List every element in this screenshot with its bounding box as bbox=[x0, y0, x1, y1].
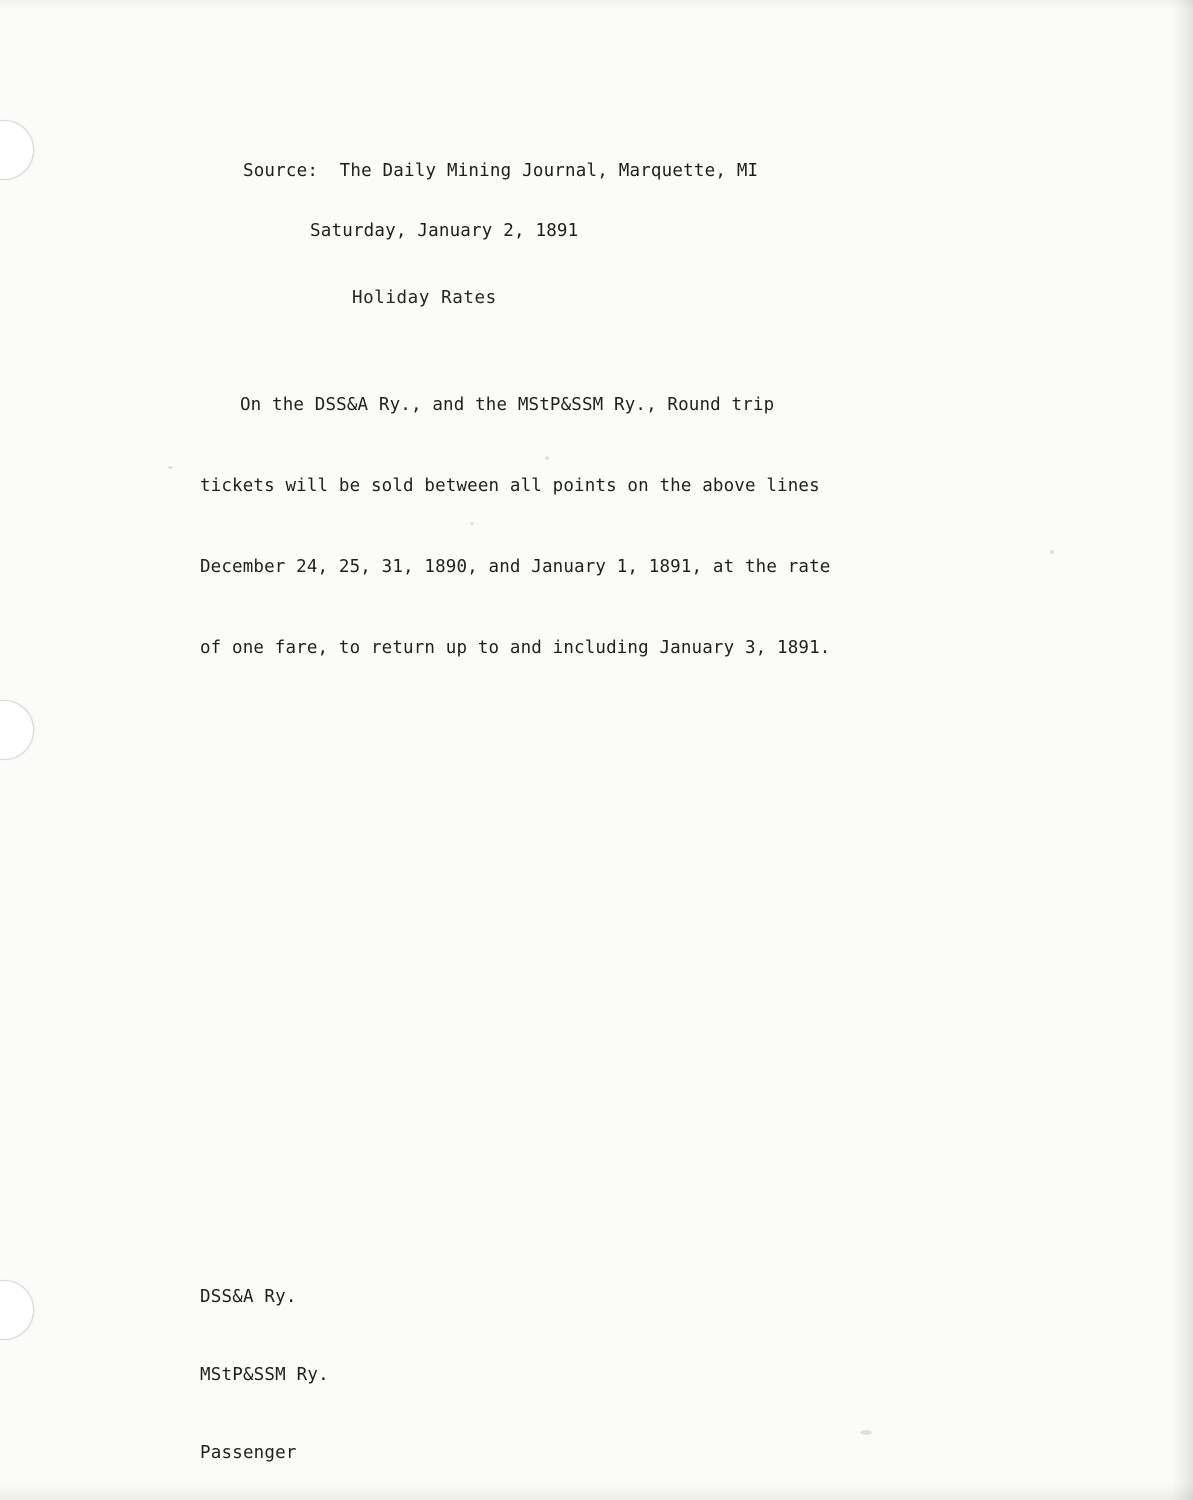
hole-punch-top bbox=[0, 120, 34, 180]
hole-punch-middle bbox=[0, 700, 34, 760]
signature-line-2: MStP&SSM Ry. bbox=[200, 1365, 329, 1385]
body-line-2: tickets will be sold between all points on the above lines bbox=[200, 476, 820, 496]
hole-punch-bottom bbox=[0, 1280, 34, 1340]
scan-speck bbox=[860, 1430, 872, 1435]
page-title: Holiday Rates bbox=[352, 288, 497, 308]
body-text bbox=[200, 338, 830, 716]
source-date: Saturday, January 2, 1891 bbox=[310, 221, 579, 241]
scan-speck bbox=[168, 466, 173, 469]
source-citation bbox=[200, 126, 758, 306]
signature-line-3: Passenger bbox=[200, 1443, 297, 1463]
source-publication: The Daily Mining Journal, Marquette, MI bbox=[339, 161, 759, 181]
signature-line-1: DSS&A Ry. bbox=[200, 1287, 297, 1307]
body-line-4: of one fare, to return up to and including January 3, 1891. bbox=[200, 638, 831, 658]
scan-speck bbox=[1050, 550, 1054, 554]
signature-block bbox=[200, 1232, 329, 1500]
page-right-shadow bbox=[1171, 0, 1193, 1500]
page-bottom-shadow bbox=[0, 1484, 1193, 1500]
body-line-1: On the DSS&A Ry., and the MStP&SSM Ry., Round trip bbox=[240, 395, 775, 415]
page-top-shadow bbox=[0, 0, 1193, 10]
source-label: Source: bbox=[242, 161, 319, 181]
body-line-3: December 24, 25, 31, 1890, and January 1, 1891, at the rate bbox=[200, 557, 831, 577]
